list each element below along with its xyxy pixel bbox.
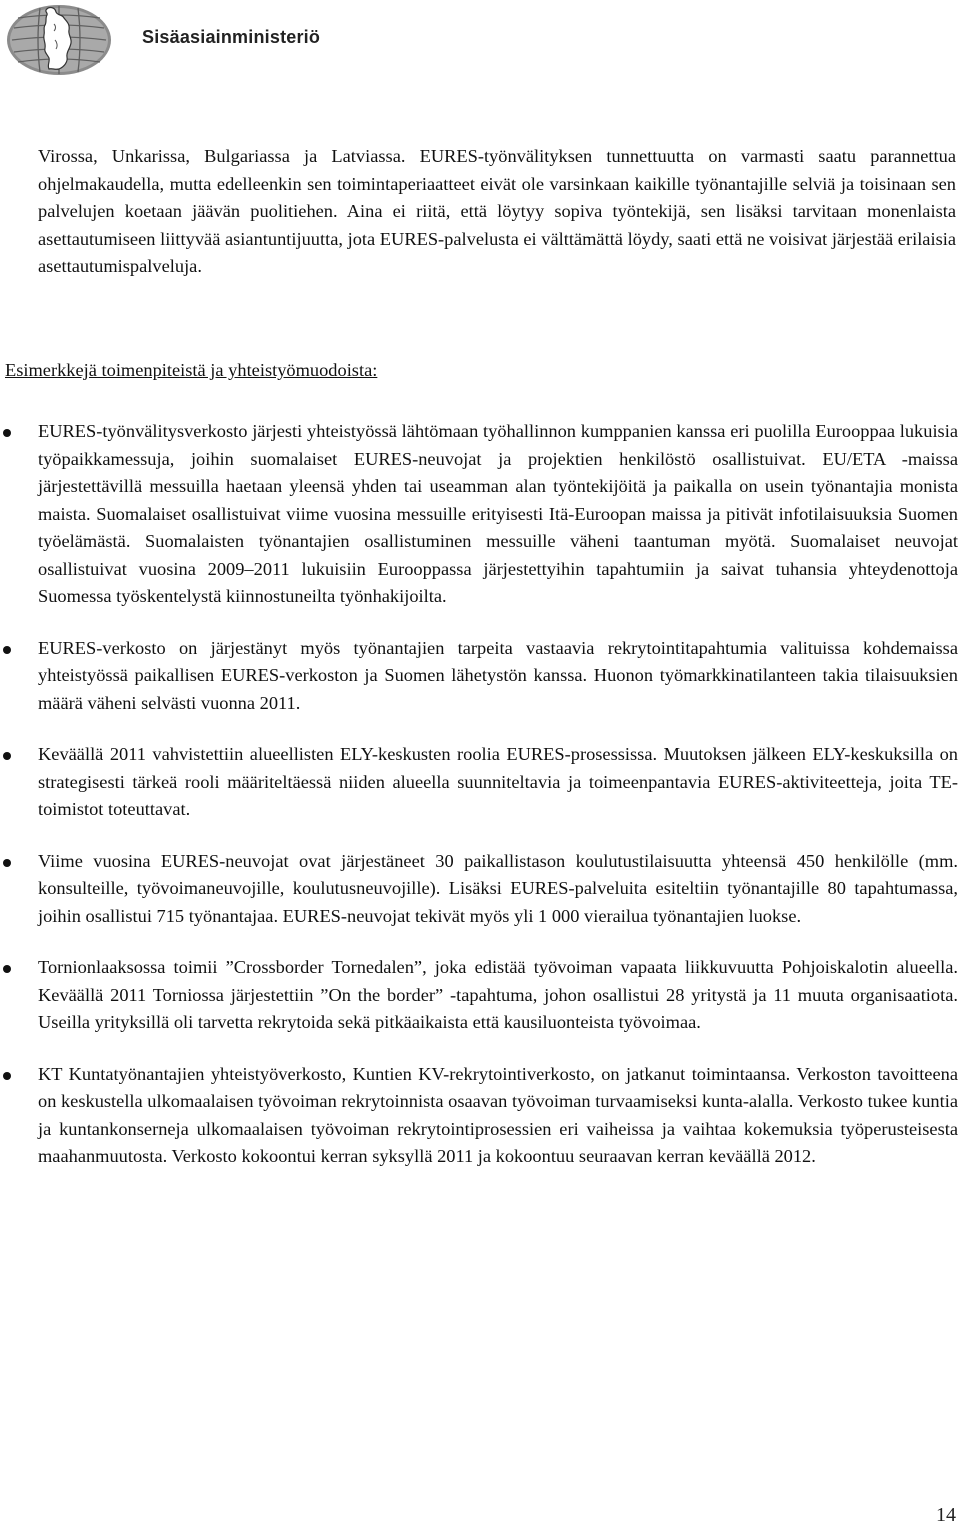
bullet-icon xyxy=(3,1072,11,1080)
bullet-icon xyxy=(3,646,11,654)
bullet-icon xyxy=(3,752,11,760)
bullet-icon xyxy=(3,429,11,437)
list-item xyxy=(0,741,958,824)
section-heading: Esimerkkejä toimenpiteistä ja yhteistyömuodoista: xyxy=(5,360,378,380)
example-list xyxy=(0,418,960,1195)
intro-section xyxy=(38,143,956,281)
list-item xyxy=(0,954,958,1037)
list-item xyxy=(0,635,958,718)
bullet-icon xyxy=(3,859,11,867)
list-item-text: EURES-verkosto on järjestänyt myös työnantajien tarpeita vastaavia rekrytointitapahtumia valituissa kohdemaissa yhteistyössä paikallisen EURES-verkoston ja Suomen lähetystön kanssa. Huonon työmarkkinatilanteen takia tilaisuuksien määrä väheni selvästi vuonna 2011. xyxy=(38,637,958,713)
page-header xyxy=(0,0,960,90)
page-number: 14 xyxy=(936,1504,956,1526)
intro-paragraph: Virossa, Unkarissa, Bulgariassa ja Latviassa. EURES-työnvälityksen tunnettuutta on varmasti saatu parannettua ohjelmakaudella, mutta edelleenkin sen toimintaperiaatteet eivät ole varsinkaan kaikille työnantajille selviä ja toisinaan sen palvelujen koetaan jäävän puolitiehen. Aina ei riitä, että löytyy sopiva työntekijä, sen lisäksi tarvitaan monenlaista asettautumiseen liittyvää asiantuntijuutta, jota EURES-palvelusta ei välttämättä löydy, saati että ne voisivat järjestää erilaisia asettautumispalveluja. xyxy=(38,146,956,276)
list-item-text: Viime vuosina EURES-neuvojat ovat järjestäneet 30 paikallistason koulutustilaisuutta yhteensä 450 henkilölle (mm. konsulteille, työvoimaneuvojille, koulutusneuvojille). Lisäksi EURES-palveluita esiteltiin työnantajille 80 tapahtumassa, joihin osallistui 715 työnantajaa. EURES-neuvojat tekivät myös yli 1 000 vierailua työnantajien luokse. xyxy=(38,850,958,926)
list-item-text: Keväällä 2011 vahvistettiin alueellisten ELY-keskusten roolia EURES-prosessissa. Muutoksen jälkeen ELY-keskuksilla on strategisesti tärkeä rooli määriteltäessä niiden alueella suunniteltavia ja toimeenpantavia EURES-aktiviteetteja, joita TE-toimistot toteuttavat. xyxy=(38,744,958,819)
bullet-icon xyxy=(3,965,11,973)
list-item-text: Tornionlaaksossa toimii ”Crossborder Tornedalen”, joka edistää työvoiman vapaata liikkuvuutta Pohjoiskalotin alueella. Keväällä 2011 Torniossa järjestettiin ”On the border” -tapahtuma, johon osallistui 28 yritystä ja 11 muuta organisaatiota. Useilla yrityksillä oli tarvetta rekrytoida sekä pitkäaikaista että kausiluonteista työvoimaa. xyxy=(38,957,958,1032)
organization-name: Sisäasiainministeriö xyxy=(142,27,321,47)
list-item xyxy=(0,848,958,931)
list-item xyxy=(0,418,958,611)
list-item xyxy=(0,1061,958,1171)
list-item-text: KT Kuntatyönantajien yhteistyöverkosto, Kuntien KV-rekrytointiverkosto, on jatkanut toimintaansa. Verkoston tavoitteena on keskustella ulkomaalaisen työvoiman rekrytoinnista osaavan työvoiman turvaamiseksi kunta-alalla. Verkosto tukee kuntia ja kuntankonserneja ulkomaalaisen työvoiman rekrytointiprosessien eri vaiheissa ja vaihtaa kokemuksia työperusteisesta maahanmuutosta. Verkosto kokoontui kerran syksyllä 2011 ja kokoontuu seuraavan kerran keväällä 2012. xyxy=(38,1063,958,1166)
finland-map-logo xyxy=(6,4,112,76)
list-item-text: EURES-työnvälitysverkosto järjesti yhteistyössä lähtömaan työhallinnon kumppanien kanssa eri puolilla Eurooppaa lukuisia työpaikkamessuja, joihin suomalaiset EURES-neuvojat ja projektien henkilöstö osallistuivat. EU/ETA -maissa järjestettävillä messuilla haetaan yleensä yhden tai useamman alan työntekijöitä ja paikalla on usein työnantajia monista maista. Suomalaiset osallistuivat viime vuosina messuille erityisesti Itä-Euroopan maissa ja pitivät infotilaisuuksia Suomen työelämästä. Suomalaisten työnantajien osallistuminen messuille väheni taantuman myötä. Suomalaiset neuvojat osallistuivat vuosina 2009–2011 lukuisiin Eurooppassa järjestettyihin tapahtumiin ja saivat tuhansia yhteydenottoja Suomessa työskentelystä kiinnostuneilta työnhakijoilta. xyxy=(38,421,958,606)
